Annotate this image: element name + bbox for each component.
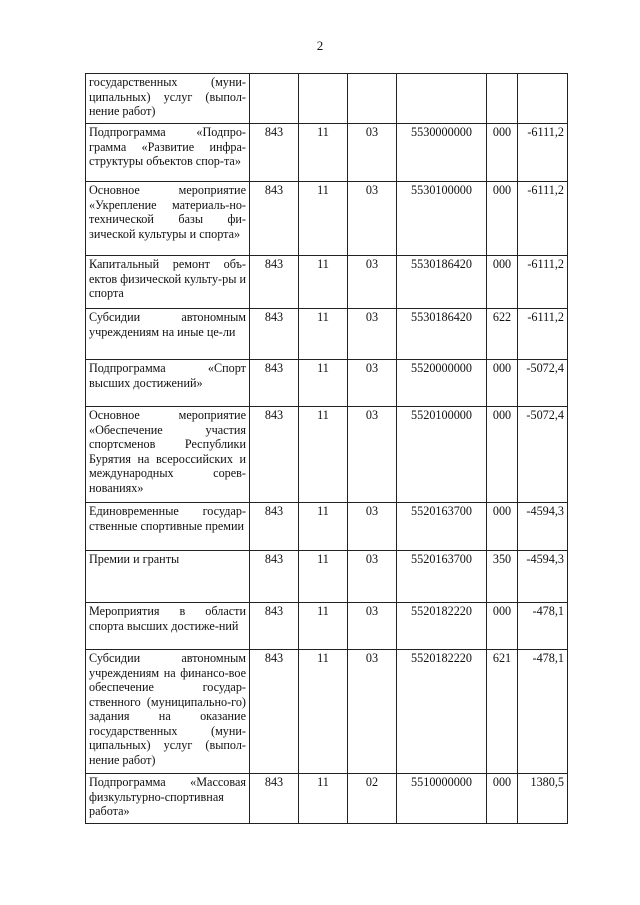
cell-grbs: 843 [250, 503, 299, 551]
cell-sum: -478,1 [518, 650, 568, 774]
table-row [86, 603, 568, 650]
table-row [86, 360, 568, 407]
cell-name: государственных (муни-ципальных) услуг (выпол-нение работ) [86, 74, 250, 124]
cell-subsection: 03 [348, 182, 397, 256]
cell-section: 11 [299, 407, 348, 503]
cell-target-article: 5510000000 [397, 774, 487, 824]
cell-name: Единовременные государ-ственные спортивные премии [86, 503, 250, 551]
cell-section: 11 [299, 774, 348, 824]
cell-subsection: 03 [348, 650, 397, 774]
cell-section: 11 [299, 650, 348, 774]
cell-section: 11 [299, 360, 348, 407]
cell-expense-type [487, 74, 518, 124]
cell-subsection: 03 [348, 360, 397, 407]
cell-grbs: 843 [250, 407, 299, 503]
cell-name: Основное мероприятие «Укрепление материаль-но-технической базы фи-зической культуры и спорта» [86, 182, 250, 256]
cell-expense-type: 000 [487, 503, 518, 551]
table-row [86, 650, 568, 774]
cell-target-article: 5520000000 [397, 360, 487, 407]
cell-section: 11 [299, 551, 348, 603]
cell-expense-type: 000 [487, 256, 518, 309]
cell-target-article: 5520182220 [397, 650, 487, 774]
cell-target-article: 5530186420 [397, 256, 487, 309]
cell-subsection: 02 [348, 774, 397, 824]
cell-section [299, 74, 348, 124]
cell-grbs: 843 [250, 774, 299, 824]
cell-subsection: 03 [348, 124, 397, 182]
cell-name: Подпрограмма «Массовая физкультурно-спортивная работа» [86, 774, 250, 824]
cell-subsection: 03 [348, 407, 397, 503]
cell-subsection: 03 [348, 551, 397, 603]
cell-sum: -6111,2 [518, 182, 568, 256]
cell-subsection [348, 74, 397, 124]
cell-section: 11 [299, 124, 348, 182]
cell-name: Подпрограмма «Спорт высших достижений» [86, 360, 250, 407]
cell-name: Подпрограмма «Подпро-грамма «Развитие инфра-структуры объектов спор-та» [86, 124, 250, 182]
budget-table [85, 73, 568, 824]
cell-section: 11 [299, 309, 348, 360]
cell-section: 11 [299, 503, 348, 551]
table-row [86, 256, 568, 309]
cell-expense-type: 000 [487, 182, 518, 256]
cell-sum [518, 74, 568, 124]
cell-expense-type: 000 [487, 360, 518, 407]
cell-name: Основное мероприятие «Обеспечение участия спортсменов Республики Бурятия на всероссийских и международных сорев-нованиях» [86, 407, 250, 503]
cell-sum: -5072,4 [518, 407, 568, 503]
cell-sum: -6111,2 [518, 256, 568, 309]
cell-target-article: 5520163700 [397, 551, 487, 603]
cell-sum: -6111,2 [518, 124, 568, 182]
cell-sum: -4594,3 [518, 503, 568, 551]
cell-target-article: 5520163700 [397, 503, 487, 551]
cell-sum: -4594,3 [518, 551, 568, 603]
cell-expense-type: 000 [487, 407, 518, 503]
cell-name: Субсидии автономным учреждениям на иные це-ли [86, 309, 250, 360]
table-row [86, 551, 568, 603]
cell-expense-type: 000 [487, 603, 518, 650]
table-row [86, 309, 568, 360]
cell-name: Субсидии автономным учреждениям на финансо-вое обеспечение государ-ственного (муниципально-го) задания на оказание государственных (муни-ципальных) услуг (выпол-нение работ) [86, 650, 250, 774]
cell-sum: -478,1 [518, 603, 568, 650]
table-row [86, 182, 568, 256]
cell-expense-type: 350 [487, 551, 518, 603]
cell-grbs [250, 74, 299, 124]
cell-grbs: 843 [250, 360, 299, 407]
cell-target-article: 5520100000 [397, 407, 487, 503]
cell-subsection: 03 [348, 503, 397, 551]
cell-sum: 1380,5 [518, 774, 568, 824]
table-row [86, 124, 568, 182]
cell-grbs: 843 [250, 551, 299, 603]
budget-table-body [86, 74, 568, 824]
cell-section: 11 [299, 603, 348, 650]
cell-expense-type: 000 [487, 774, 518, 824]
cell-target-article: 5530100000 [397, 182, 487, 256]
cell-sum: -5072,4 [518, 360, 568, 407]
cell-grbs: 843 [250, 309, 299, 360]
table-row [86, 503, 568, 551]
cell-expense-type: 622 [487, 309, 518, 360]
cell-target-article: 5530000000 [397, 124, 487, 182]
cell-expense-type: 621 [487, 650, 518, 774]
cell-section: 11 [299, 182, 348, 256]
cell-subsection: 03 [348, 603, 397, 650]
cell-target-article: 5520182220 [397, 603, 487, 650]
cell-grbs: 843 [250, 124, 299, 182]
cell-grbs: 843 [250, 256, 299, 309]
cell-target-article: 5530186420 [397, 309, 487, 360]
cell-name: Мероприятия в области спорта высших достиже-ний [86, 603, 250, 650]
cell-expense-type: 000 [487, 124, 518, 182]
cell-grbs: 843 [250, 650, 299, 774]
cell-grbs: 843 [250, 182, 299, 256]
table-row [86, 774, 568, 824]
table-row [86, 407, 568, 503]
cell-grbs: 843 [250, 603, 299, 650]
cell-name: Капитальный ремонт объ-ектов физической культу-ры и спорта [86, 256, 250, 309]
cell-subsection: 03 [348, 309, 397, 360]
cell-sum: -6111,2 [518, 309, 568, 360]
cell-subsection: 03 [348, 256, 397, 309]
cell-name: Премии и гранты [86, 551, 250, 603]
cell-section: 11 [299, 256, 348, 309]
table-row [86, 74, 568, 124]
cell-target-article [397, 74, 487, 124]
page-number: 2 [316, 38, 324, 53]
